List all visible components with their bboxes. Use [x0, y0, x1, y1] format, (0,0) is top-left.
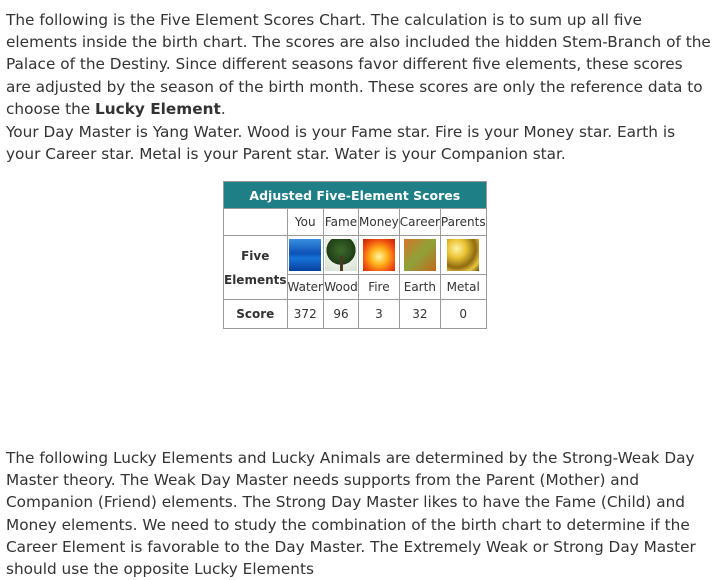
lucky-element-term: Lucky Element [95, 99, 221, 118]
header-money: Money [359, 209, 400, 236]
element-metal: Metal [440, 275, 486, 300]
metal-icon [447, 239, 479, 271]
element-wood: Wood [324, 275, 359, 300]
table-header-row [224, 209, 487, 236]
score-fire: 3 [359, 300, 400, 329]
table-caption: Adjusted Five-Element Scores [224, 182, 487, 209]
score-row [224, 300, 487, 329]
lucky-elements-paragraph: The following Lucky Elements and Lucky Animals are determined by the Strong-Weak Day Master theory. The Weak Day Master needs supports from the Parent (Mother) and Companion (Friend) elements. The Strong Day Master likes to have the Fame (Child) and Money elements. We need to study the combination of the birth chart to determine if the Career Element is favorable to the Day Master. The Extremely Weak or Strong Day Master should use the opposite Lucky Elements [6, 449, 696, 579]
wood-icon [325, 239, 357, 271]
elements-image-row [224, 236, 487, 275]
intro-period: . [220, 99, 226, 118]
score-earth: 32 [399, 300, 440, 329]
score-water: 372 [287, 300, 323, 329]
five-elements-label: Five Elements [224, 236, 288, 300]
score-metal: 0 [440, 300, 486, 329]
five-element-scores-table [223, 181, 487, 329]
header-parents: Parents [440, 209, 486, 236]
score-label: Score [224, 300, 288, 329]
element-fire: Fire [359, 275, 400, 300]
day-master-paragraph: Your Day Master is Yang Water. Wood is your Fame star. Fire is your Money star. Earth is your Career star. Metal is your Parent star. Water is your Companion star. [6, 123, 676, 164]
header-fame: Fame [324, 209, 359, 236]
fire-icon [363, 239, 395, 271]
intro-text: The following is the Five Element Scores Chart. The calculation is to sum up all five elements inside the birth chart. The scores are also included the hidden Stem-Branch of the Palace of the Destiny. Since different seasons favor different five elements, these scores are adjusted by the season of the birth month. These scores are only the reference data to choose the [6, 11, 711, 118]
intro-paragraph [6, 9, 712, 120]
earth-icon [404, 239, 436, 271]
water-icon [289, 239, 321, 271]
header-empty-cell [224, 209, 288, 236]
element-water: Water [287, 275, 323, 300]
header-career: Career [399, 209, 440, 236]
element-earth: Earth [399, 275, 440, 300]
score-wood: 96 [324, 300, 359, 329]
header-you: You [287, 209, 323, 236]
